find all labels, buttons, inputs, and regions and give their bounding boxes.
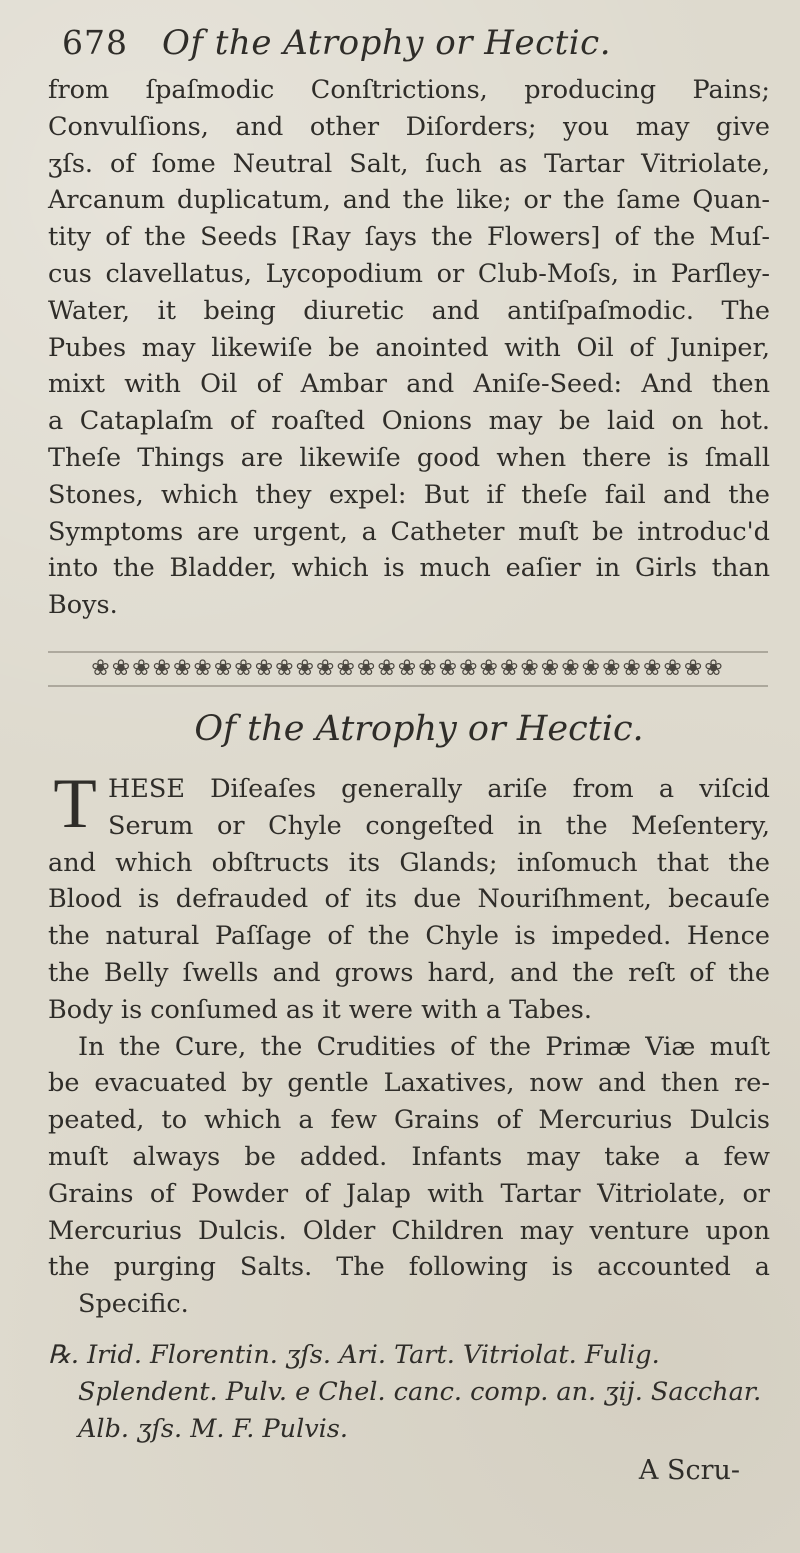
text-line: Grains of Powder of Jalap with Tartar Vitriolate, or: [48, 1178, 770, 1209]
catchword: A Scru-: [638, 1455, 740, 1487]
text-line: Specific.: [78, 1289, 189, 1320]
running-title: Of the Atrophy or Hectic.: [162, 23, 612, 63]
text-line: Convulſions, and other Diſorders; you may give: [48, 111, 770, 142]
text-line: be evacuated by gentle Laxatives, now and then re-: [48, 1068, 770, 1099]
prescription-line: ℞. Irid. Florentin. ʒſs. Ari. Tart. Vitriolat. Fulig.: [48, 1339, 660, 1370]
paragraph-cure: [48, 1029, 770, 1323]
text-line: muſt always be added. Infants may take a few: [48, 1141, 770, 1172]
text-line: into the Bladder, which is much eaſier in Girls than: [48, 553, 770, 584]
text-line: the natural Paſſage of the Chyle is impeded. Hence: [48, 921, 770, 952]
text-line: a Cataplaſm of roaſted Onions may be laid on hot.: [48, 406, 770, 437]
text-line: Symptoms are urgent, a Catheter muſt be introduc'd: [48, 516, 770, 547]
text-line: the purging Salts. The following is accounted a: [48, 1252, 770, 1283]
text-line: Water, it being diuretic and antiſpaſmodic. The: [48, 295, 770, 326]
running-head: [62, 14, 770, 72]
prescription-line: Splendent. Pulv. e Chel. canc. comp. an. ʒij. Sacchar.: [78, 1376, 762, 1407]
text-line: Mercurius Dulcis. Older Children may venture upon: [48, 1215, 770, 1246]
text-line: Arcanum duplicatum, and the like; or the ſame Quan-: [48, 185, 770, 216]
text-line: In the Cure, the Crudities of the Primæ Viæ muſt: [78, 1031, 770, 1062]
text-line: and which obſtructs its Glands; inſomuch that the: [48, 847, 770, 878]
text-line: ʒſs. of ſome Neutral Salt, ſuch as Tartar Vitriolate,: [48, 148, 770, 179]
section-heading: Of the Atrophy or Hectic.: [194, 708, 644, 749]
text-line: Theſe Things are likewiſe good when there is ſmall: [48, 442, 770, 473]
text-line: Stones, which they expel: But if theſe fail and the: [48, 479, 770, 510]
text-line: the Belly ſwells and grows hard, and the reſt of the: [48, 957, 770, 988]
text-line: tity of the Seeds [Ray ſays the Flowers] of the Muſ-: [48, 222, 770, 253]
text-line: peated, to which a few Grains of Mercurius Dulcis: [48, 1105, 770, 1136]
text-line: Body is conſumed as it were with a Tabes.: [48, 994, 593, 1025]
prescription-line: Alb. ʒſs. M. F. Pulvis.: [78, 1413, 348, 1444]
prescription-block: [48, 1337, 770, 1447]
paragraph-calculus-remedies: [48, 72, 770, 624]
paragraph-disease-description: [48, 764, 770, 1029]
text-line: from ſpaſmodic Conſtrictions, producing Pains;: [48, 75, 770, 105]
drop-cap: T: [53, 764, 97, 843]
text-line: HESE Diſeaſes generally ariſe from a viſcid: [108, 773, 770, 804]
text-line: Boys.: [48, 590, 118, 621]
page-number: 678: [62, 23, 128, 62]
text-line: mixt with Oil of Ambar and Aniſe-Seed: And then: [48, 369, 770, 400]
text-line: Serum or Chyle congeſted in the Meſentery,: [108, 810, 770, 841]
text-line: cus clavellatus, Lycopodium or Club-Moſs, in Parſley-: [48, 258, 770, 289]
text-line: Blood is defrauded of its due Nouriſhment, becauſe: [48, 884, 770, 915]
text-line: Pubes may likewiſe be anointed with Oil of Juniper,: [48, 332, 770, 363]
decorative-ornament-band: ❀❀❀❀❀❀❀❀❀❀❀❀❀❀❀❀❀❀❀❀❀❀❀❀❀❀❀❀❀❀❀: [48, 651, 768, 687]
